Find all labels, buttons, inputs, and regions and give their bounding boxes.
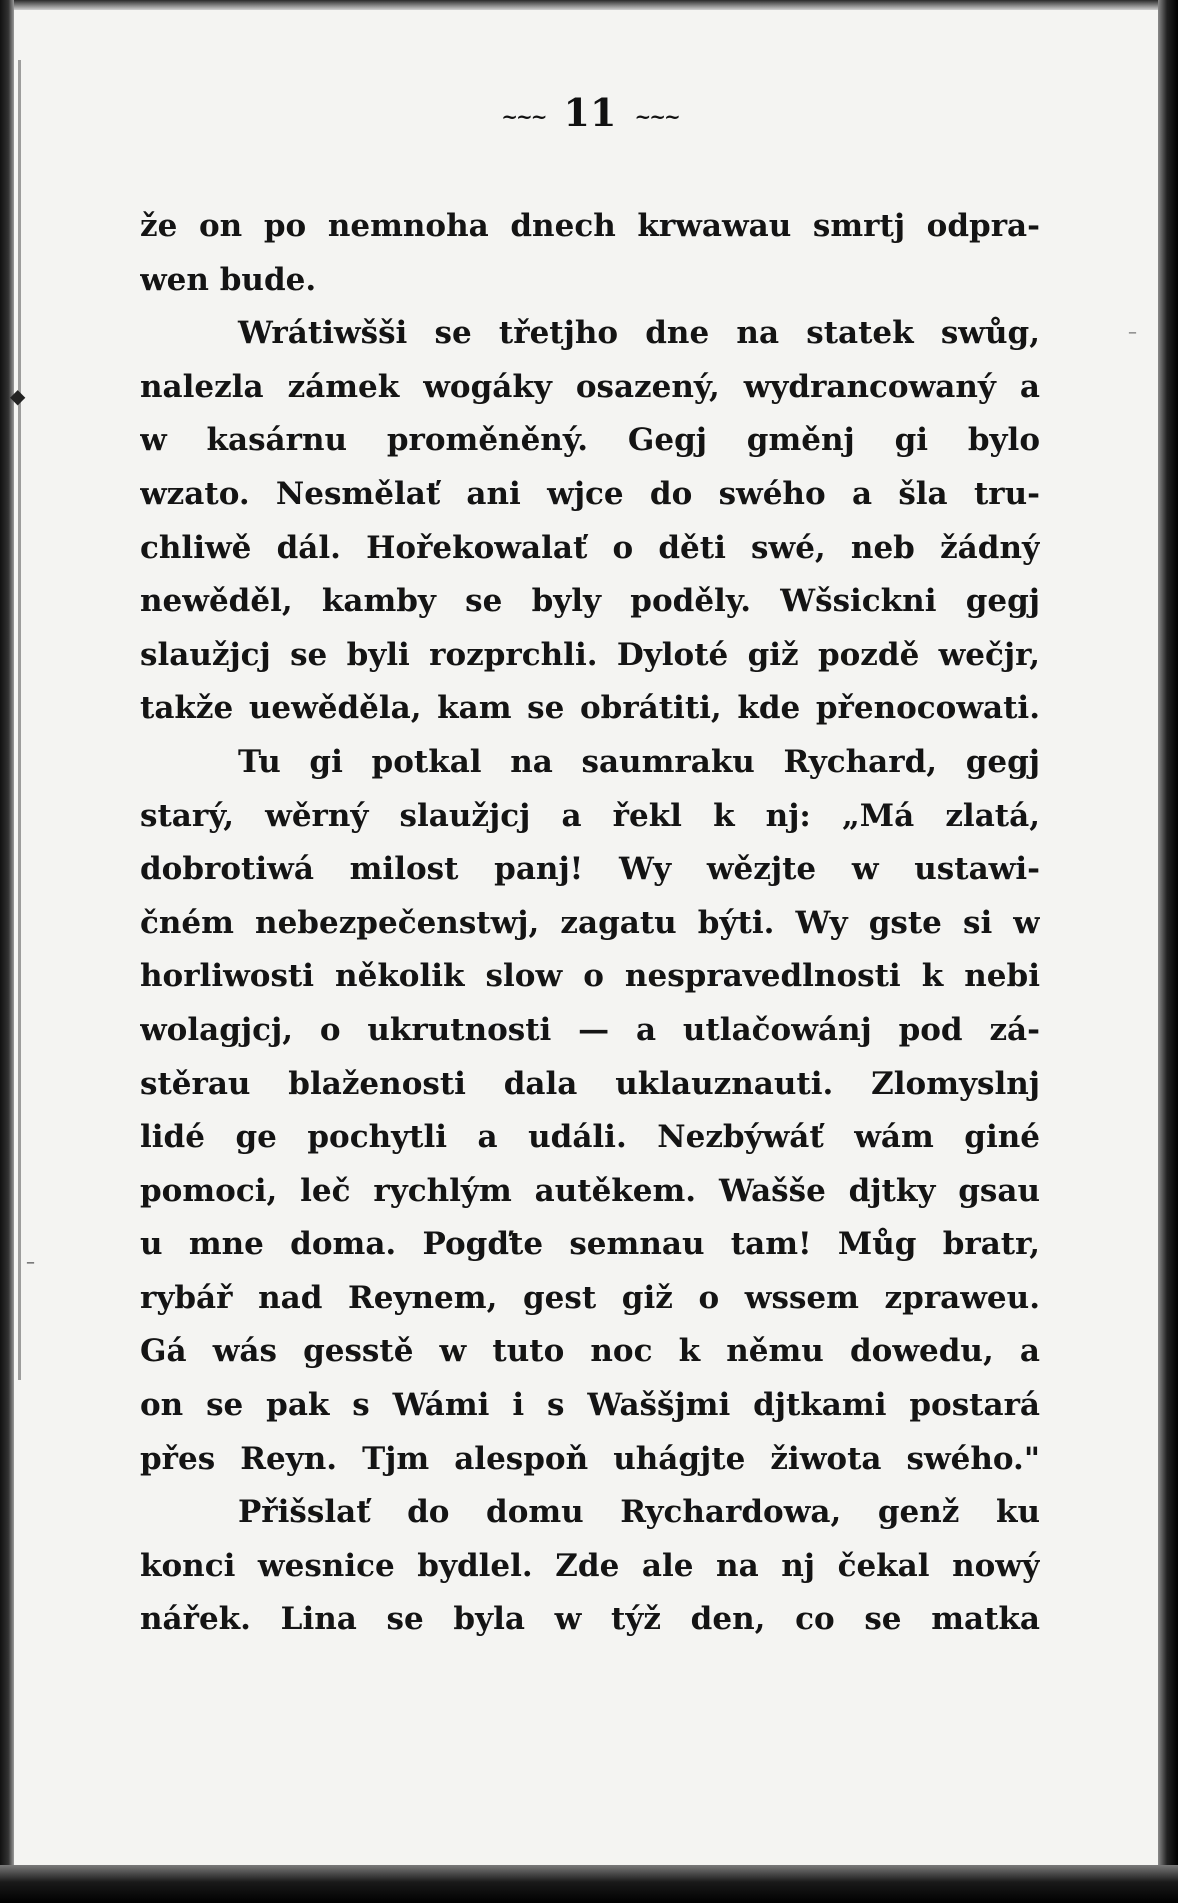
text-line: Gá wás gesstě w tuto noc k němu dowedu, a bbox=[140, 1333, 1040, 1370]
text-line: že on po nemnoha dnech krwawau smrtj odpra- bbox=[140, 208, 1040, 244]
text-line: u mne doma. Pogďte semnau tam! Můg bratr, bbox=[140, 1226, 1040, 1263]
scan-bottom-edge bbox=[0, 1865, 1178, 1903]
text-line: čném nebezpečenstwj, zagatu býti. Wy gste si w bbox=[140, 904, 1040, 941]
header-ornament-right: ~~~ bbox=[634, 104, 679, 129]
binding-shadow bbox=[18, 60, 21, 1380]
text-line: newěděl, kamby se byly poděly. Wšsickni gegj bbox=[140, 583, 1040, 620]
margin-dash-mark: – bbox=[1128, 322, 1137, 343]
text-line: wen bude. bbox=[140, 261, 317, 298]
text-line: wzato. Nesmělať ani wjce do swého a šla tru- bbox=[140, 475, 1040, 512]
text-line: stěrau blaženosti dala uklauznauti. Zlomyslnj bbox=[140, 1065, 1040, 1102]
text-line: lidé ge pochytli a událi. Nezbýwáť wám giné bbox=[140, 1119, 1040, 1156]
text-line: wolagjcj, o ukrutnosti — a utlačowánj pod zá- bbox=[140, 1011, 1040, 1048]
text-line: pomoci, leč rychlým autěkem. Wašše djtky gsau bbox=[140, 1172, 1040, 1209]
page-number: 11 bbox=[563, 90, 617, 135]
text-line: nalezla zámek wogáky osazený, wydrancowaný a bbox=[140, 368, 1040, 405]
text-line: Wrátiwšši se třetjho dne na statek swůg, bbox=[238, 315, 1040, 352]
text-line: konci wesnice bydlel. Zde ale na nj čekal nowý bbox=[140, 1547, 1040, 1584]
text-line: takže uewěděla, kam se obrátiti, kde přenocowati. bbox=[140, 690, 1040, 727]
text-line: starý, wěrný slaužjcj a řekl k nj: „Má zlatá, bbox=[140, 797, 1040, 834]
margin-dash-mark-left: – bbox=[26, 1252, 35, 1273]
scan-right-edge bbox=[1158, 0, 1178, 1903]
body-text bbox=[140, 200, 1040, 1647]
text-line: chliwě dál. Hořekowalať o děti swé, neb žádný bbox=[140, 529, 1040, 566]
text-line: Přišslať do domu Rychardowa, genž ku bbox=[238, 1494, 1040, 1531]
text-line: rybář nad Reynem, gest giž o wssem zpraweu. bbox=[140, 1279, 1040, 1316]
text-line: přes Reyn. Tjm alespoň uhágjte žiwota swého." bbox=[140, 1440, 1040, 1477]
text-line: horliwosti několik slow o nespravedlnosti k nebi bbox=[140, 958, 1040, 995]
text-line: dobrotiwá milost panj! Wy wězjte w ustawi- bbox=[140, 851, 1040, 888]
text-line: w kasárnu proměněný. Gegj gměnj gi bylo bbox=[140, 422, 1040, 459]
margin-bullet-mark: ◆ bbox=[10, 384, 26, 408]
text-line: Tu gi potkal na saumraku Rychard, gegj bbox=[238, 743, 1040, 780]
header-ornament-left: ~~~ bbox=[501, 104, 546, 129]
text-line: on se pak s Wámi i s Waššjmi djtkami postará bbox=[140, 1387, 1040, 1424]
text-line: nářek. Lina se byla w týž den, co se matka bbox=[140, 1601, 1040, 1638]
scan-top-edge bbox=[0, 0, 1178, 10]
scan-left-edge bbox=[0, 0, 14, 1903]
page-header bbox=[440, 88, 740, 138]
text-line: slaužjcj se byli rozprchli. Dyloté giž pozdě wečjr, bbox=[140, 636, 1040, 673]
